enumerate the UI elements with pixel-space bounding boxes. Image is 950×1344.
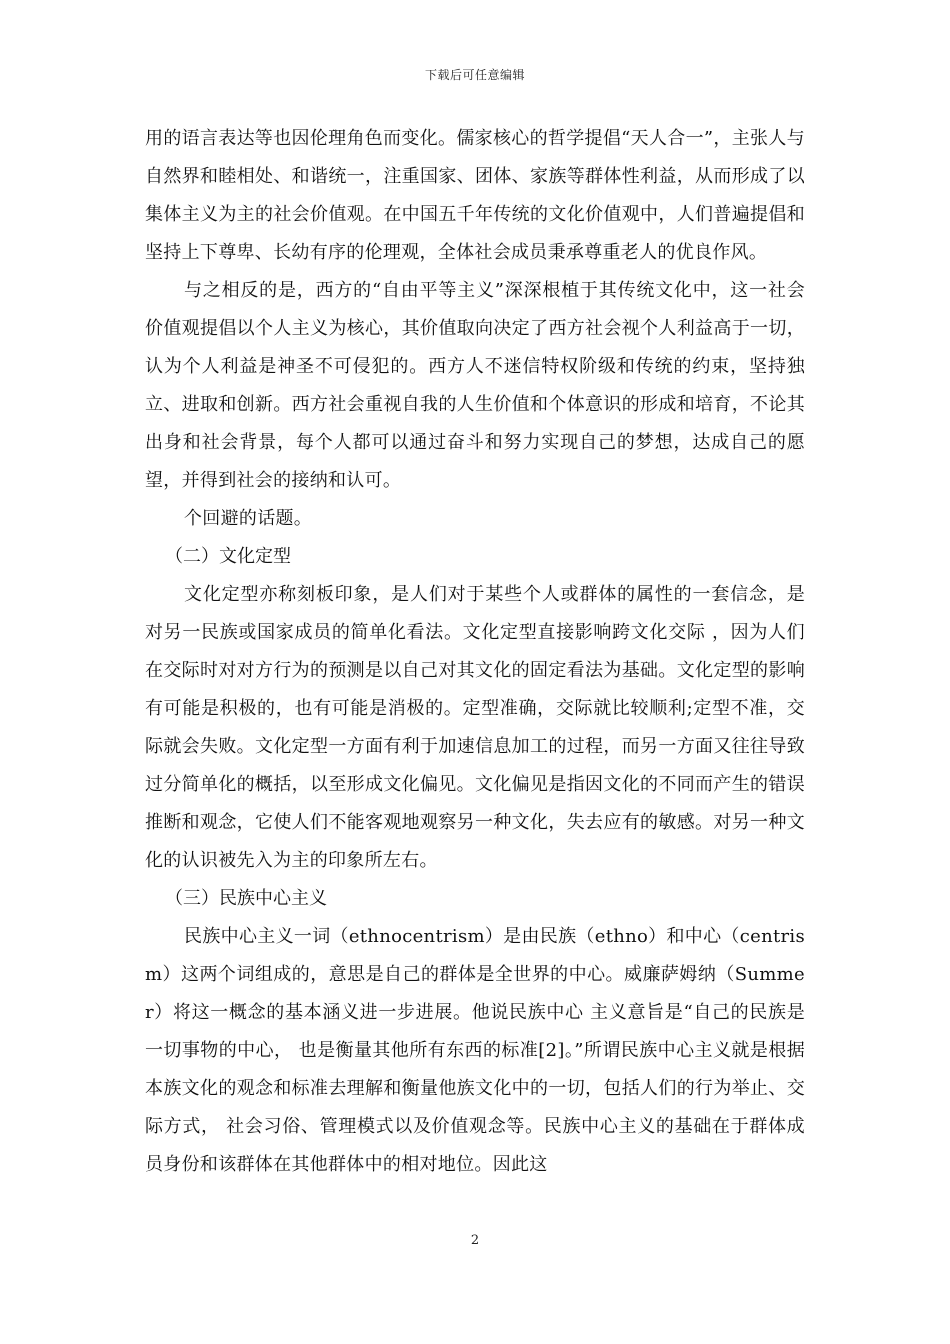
section-heading-3: （三）民族中心主义 <box>165 888 327 909</box>
body-text <box>145 120 805 1184</box>
page-number: 2 <box>470 1233 480 1248</box>
page-header: 下载后可任意编辑 <box>424 68 525 82</box>
paragraph-1: 用的语言表达等也因伦理角色而变化。儒家核心的哲学提倡“天人合一”，主张人与自然界和睦相处、和谐统一，注重国家、团体、家族等群体性利益，从而形成了以集体主义为主的社会价值观。在中国五千年传统的文化价值观中，人们普遍提倡和坚持上下尊卑、长幼有序的伦理观，全体社会成员秉承尊重老人的优良作风。 <box>145 128 805 263</box>
paragraph-5: 民族中心主义一词（ethnocentrism）是由民族（ethno）和中心（centrism）这两个词组成的，意思是自己的群体是全世界的中心。威廉萨姆纳（Summer）将这一概念的基本涵义进一步进展。他说民族中心 主义意旨是“自己的民族是一切事物的中心， 也是衡量其他所有东西的标准[2]。”所谓民族中心主义就是根据本族文化的观念和标准去理解和衡量他族文化中的一切，包括人们的行为举止、交际方式， 社会习俗、管理模式以及价值观念等。民族中心主义的基础在于群体成员身份和该群体在其他群体中的相对地位。因此这 <box>145 926 805 1175</box>
paragraph-3: 个回避的话题。 <box>184 508 313 529</box>
paragraph-4: 文化定型亦称刻板印象，是人们对于某些个人或群体的属性的一套信念，是对另一民族或国家成员的简单化看法。文化定型直接影响跨文化交际 ，因为人们在交际时对对方行为的预测是以自己对其文化的固定看法为基础。文化定型的影响有可能是积极的，也有可能是消极的。定型准确，交际就比较顺利;定型不准，交际就会失败。文化定型一方面有利于加速信息加工的过程，而另一方面又往往导致过分简单化的概括，以至形成文化偏见。文化偏见是指因文化的不同而产生的错误推断和观念，它使人们不能客观地观察另一种文化，失去应有的敏感。对另一种文化的认识被先入为主的印象所左右。 <box>145 584 805 871</box>
paragraph-2: 与之相反的是，西方的“自由平等主义”深深根植于其传统文化中，这一社会价值观提倡以个人主义为核心，其价值取向决定了西方社会视个人利益高于一切，认为个人利益是神圣不可侵犯的。西方人不迷信特权阶级和传统的约束，坚持独立、进取和创新。西方社会重视自我的人生价值和个体意识的形成和培育，不论其出身和社会背景，每个人都可以通过奋斗和努力实现自己的梦想，达成自己的愿望，并得到社会的接纳和认可。 <box>145 280 805 491</box>
section-heading-2: （二）文化定型 <box>165 546 291 567</box>
